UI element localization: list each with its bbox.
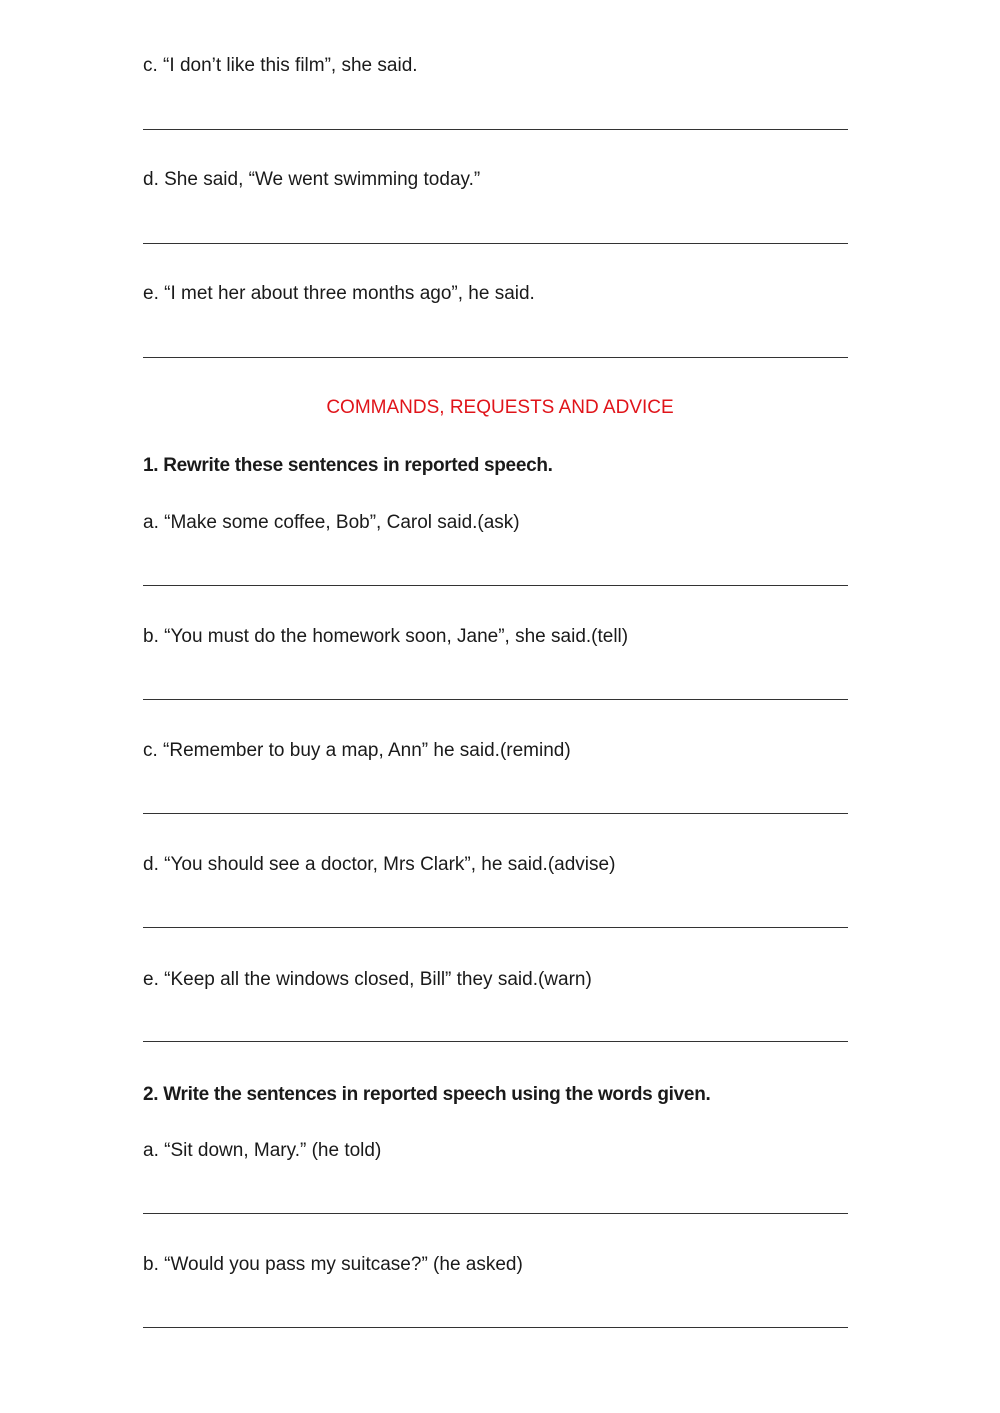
answer-line[interactable] [143, 357, 848, 358]
answer-line[interactable] [143, 813, 848, 814]
ex1-sentence-a: a. “Make some coffee, Bob”, Carol said.(ask) [143, 512, 520, 533]
answer-line[interactable] [143, 129, 848, 130]
answer-line[interactable] [143, 1327, 848, 1328]
answer-line[interactable] [143, 585, 848, 586]
ex1-sentence-e: e. “Keep all the windows closed, Bill” they said.(warn) [143, 969, 592, 990]
section-title: COMMANDS, REQUESTS AND ADVICE [326, 397, 674, 418]
ex2-sentence-a: a. “Sit down, Mary.” (he told) [143, 1140, 382, 1161]
ex1-sentence-d: d. “You should see a doctor, Mrs Clark”, he said.(advise) [143, 854, 616, 875]
answer-line[interactable] [143, 927, 848, 928]
answer-line[interactable] [143, 243, 848, 244]
sentence-e: e. “I met her about three months ago”, he said. [143, 283, 535, 304]
sentence-d: d. She said, “We went swimming today.” [143, 169, 481, 190]
ex2-sentence-b: b. “Would you pass my suitcase?” (he asked) [143, 1254, 523, 1275]
ex1-sentence-b: b. “You must do the homework soon, Jane”, she said.(tell) [143, 626, 629, 647]
exercise1-instruction: 1. Rewrite these sentences in reported speech. [143, 455, 553, 476]
sentence-c: c. “I don’t like this film”, she said. [143, 55, 418, 76]
answer-line[interactable] [143, 1213, 848, 1214]
exercise2-instruction: 2. Write the sentences in reported speech using the words given. [143, 1084, 711, 1105]
answer-line[interactable] [143, 699, 848, 700]
ex1-sentence-c: c. “Remember to buy a map, Ann” he said.(remind) [143, 740, 571, 761]
answer-line[interactable] [143, 1041, 848, 1042]
